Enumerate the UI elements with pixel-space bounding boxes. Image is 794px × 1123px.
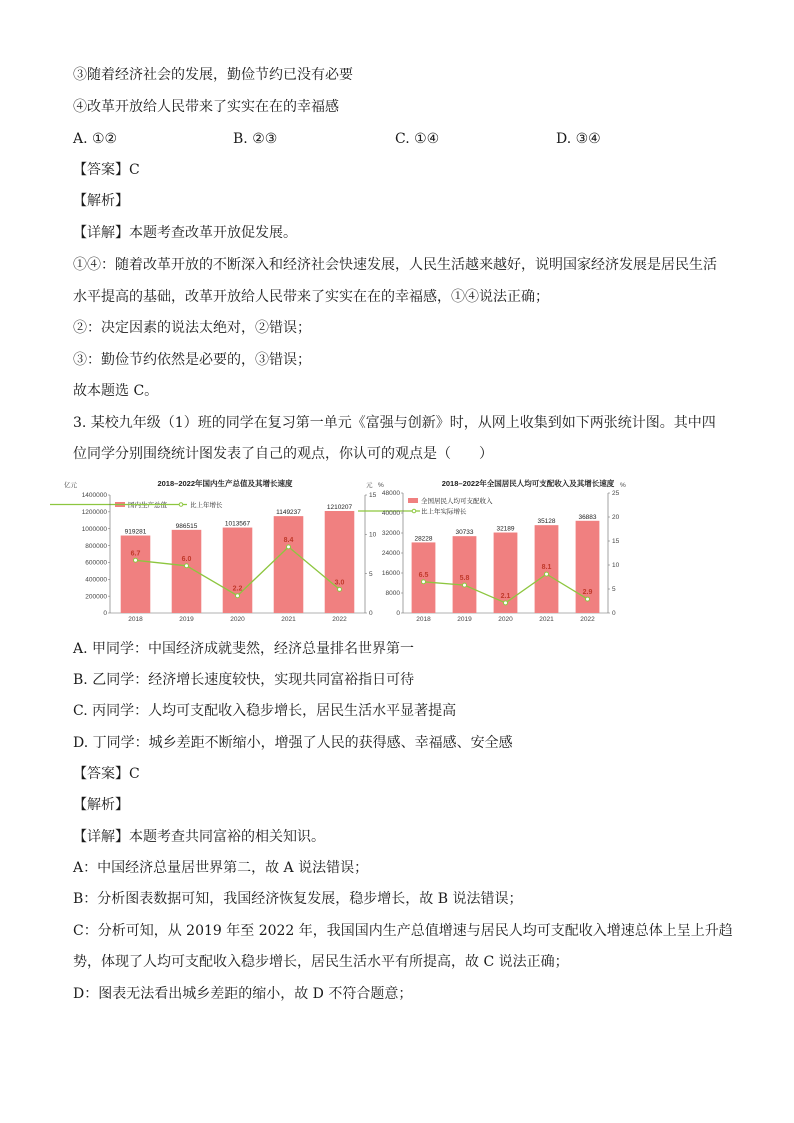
right-tick-label: 20 bbox=[612, 514, 620, 522]
gdp-chart bbox=[50, 475, 395, 625]
q3-stem-line-2: 位同学分别围绕统计图发表了自己的观点，你认可的观点是（ ） bbox=[73, 446, 493, 462]
q2-choice-d: D. ③④ bbox=[556, 131, 601, 147]
left-tick-label: 1400000 bbox=[81, 492, 107, 500]
left-tick-label: 48000 bbox=[381, 490, 400, 498]
growth-point bbox=[236, 594, 240, 598]
q2-explanation-1a: ①④：随着改革开放的不断深入和经济社会快速发展，人民生活越来越好，说明国家经济发展是居民生活 bbox=[73, 257, 717, 273]
q2-analysis-heading: 【解析】 bbox=[73, 193, 129, 209]
bar bbox=[274, 516, 304, 613]
q3-explanation-a: A：中国经济总量居世界第二，故 A 说法错误； bbox=[73, 860, 369, 876]
bar-value-label: 35128 bbox=[537, 518, 556, 526]
growth-value-label: 2.9 bbox=[582, 589, 593, 597]
q2-choice-c: C. ①④ bbox=[395, 131, 440, 147]
q3-explanation-c-1: C：分析可知，从 2019 年至 2022 年，我国国内生产总值增速与居民人均可支配收入增速总体上呈上升趋 bbox=[73, 923, 733, 939]
growth-point bbox=[504, 601, 508, 605]
left-tick-label: 400000 bbox=[85, 576, 107, 584]
legend-line-label: 比上年增长 bbox=[190, 502, 223, 509]
growth-value-label: 8.1 bbox=[541, 564, 552, 572]
growth-point bbox=[338, 587, 342, 591]
q2-conclusion: 故本题选 C。 bbox=[73, 383, 159, 399]
growth-point bbox=[287, 545, 291, 549]
right-tick-label: 5 bbox=[369, 570, 373, 578]
left-tick-label: 1200000 bbox=[81, 509, 107, 517]
income-chart-svg bbox=[358, 475, 703, 625]
growth-value-label: 6.7 bbox=[130, 550, 141, 558]
left-tick-label: 200000 bbox=[85, 593, 107, 601]
legend-bar-label: 全国居民人均可支配收入 bbox=[421, 498, 493, 505]
category-label: 2018 bbox=[416, 616, 431, 623]
growth-point bbox=[134, 558, 138, 562]
income-chart-legend bbox=[358, 496, 493, 516]
left-tick-label: 800000 bbox=[85, 542, 107, 550]
legend-bar-label: 国内生产总值 bbox=[128, 502, 167, 509]
left-tick-label: 16000 bbox=[381, 570, 400, 578]
growth-point bbox=[545, 572, 549, 576]
bar-value-label: 30733 bbox=[455, 529, 474, 537]
left-tick-label: 32000 bbox=[381, 530, 400, 538]
category-label: 2022 bbox=[332, 616, 347, 623]
bar bbox=[223, 528, 253, 613]
bar bbox=[121, 536, 151, 613]
category-label: 2020 bbox=[230, 616, 245, 623]
category-label: 2022 bbox=[580, 616, 595, 623]
bar-value-label: 919281 bbox=[124, 528, 147, 536]
left-tick-label: 600000 bbox=[85, 559, 107, 567]
growth-value-label: 5.8 bbox=[459, 575, 470, 583]
category-label: 2018 bbox=[128, 616, 143, 623]
bar-value-label: 986515 bbox=[175, 522, 198, 530]
gdp-chart-title: 2018–2022年国内生产总值及其增长速度 bbox=[157, 479, 293, 488]
q3-choice-a: A. 甲同学：中国经济成就斐然，经济总量排名世界第一 bbox=[73, 641, 415, 657]
q3-choice-c: C. 丙同学：人均可支配收入稳步增长，居民生活水平显著提高 bbox=[73, 703, 457, 719]
bar-value-label: 36883 bbox=[578, 513, 597, 521]
growth-value-label: 2.1 bbox=[500, 592, 511, 600]
growth-point bbox=[422, 580, 426, 584]
income-chart-title: 2018–2022年全国居民人均可支配收入及其增长速度 bbox=[441, 479, 615, 488]
left-tick-label: 0 bbox=[103, 610, 107, 618]
legend-line-marker bbox=[412, 509, 416, 513]
bar-value-label: 1210207 bbox=[326, 503, 353, 511]
category-label: 2021 bbox=[539, 616, 554, 623]
q2-detail: 【详解】本题考查改革开放促发展。 bbox=[73, 225, 297, 241]
option-4: ④改革开放给人民带来了实实在在的幸福感 bbox=[73, 99, 339, 115]
bar-value-label: 1013567 bbox=[224, 520, 251, 528]
right-tick-label: 15 bbox=[612, 538, 620, 546]
right-tick-label: 10 bbox=[369, 531, 377, 539]
right-tick-label: 5 bbox=[612, 586, 616, 594]
gdp-chart-right-unit: % bbox=[378, 482, 384, 489]
growth-value-label: 6.5 bbox=[418, 571, 429, 579]
category-label: 2019 bbox=[179, 616, 194, 623]
bar-value-label: 1149237 bbox=[276, 509, 301, 517]
q3-explanation-d: D：图表无法看出城乡差距的缩小，故 D 不符合题意； bbox=[73, 986, 413, 1002]
left-tick-label: 40000 bbox=[381, 510, 400, 518]
category-label: 2019 bbox=[457, 616, 472, 623]
left-tick-label: 1000000 bbox=[81, 525, 107, 533]
bar-value-label: 28228 bbox=[414, 535, 433, 543]
legend-bar-swatch bbox=[408, 498, 418, 503]
income-chart-left-unit: 元 bbox=[366, 482, 373, 489]
left-tick-label: 8000 bbox=[385, 590, 400, 598]
right-tick-label: 25 bbox=[612, 490, 620, 498]
growth-point bbox=[463, 583, 467, 587]
q3-choice-b: B. 乙同学：经济增长速度较快，实现共同富裕指日可待 bbox=[73, 672, 415, 688]
bar bbox=[325, 511, 355, 613]
right-tick-label: 0 bbox=[612, 610, 616, 618]
bar-value-label: 32189 bbox=[496, 525, 515, 533]
growth-value-label: 3.0 bbox=[334, 579, 345, 587]
growth-value-label: 6.0 bbox=[181, 555, 192, 563]
q2-choice-a: A. ①② bbox=[73, 131, 118, 147]
q3-choice-d: D. 丁同学：城乡差距不断缩小，增强了人民的获得感、幸福感、安全感 bbox=[73, 735, 513, 751]
q3-analysis-heading: 【解析】 bbox=[73, 797, 129, 813]
left-tick-label: 24000 bbox=[381, 550, 400, 558]
legend-line-label: 比上年实际增长 bbox=[421, 508, 467, 516]
income-chart bbox=[358, 475, 703, 625]
q2-explanation-2: ②：决定因素的说法太绝对，②错误； bbox=[73, 320, 311, 336]
q3-answer: 【答案】C bbox=[73, 766, 140, 782]
q3-explanation-b: B：分析图表数据可知，我国经济恢复发展，稳步增长，故 B 说法错误； bbox=[73, 891, 523, 907]
right-tick-label: 15 bbox=[369, 492, 377, 500]
category-label: 2020 bbox=[498, 616, 513, 623]
growth-value-label: 8.4 bbox=[283, 536, 294, 544]
option-3: ③随着经济社会的发展，勤俭节约已没有必要 bbox=[73, 67, 353, 83]
q2-answer: 【答案】C bbox=[73, 162, 140, 178]
growth-point bbox=[586, 597, 590, 601]
right-tick-label: 10 bbox=[612, 562, 620, 570]
income-chart-right-unit: % bbox=[620, 482, 626, 489]
gdp-chart-legend bbox=[50, 500, 223, 509]
gdp-chart-left-unit: 亿元 bbox=[64, 482, 77, 489]
q3-explanation-c-2: 势，体现了人均可支配收入稳步增长，居民生活水平有所提高，故 C 说法正确； bbox=[73, 954, 569, 970]
gdp-chart-svg bbox=[50, 475, 395, 625]
right-tick-label: 0 bbox=[369, 610, 373, 618]
growth-value-label: 2.2 bbox=[232, 585, 243, 593]
legend-line-marker bbox=[179, 503, 183, 507]
q2-choice-b: B. ②③ bbox=[233, 131, 278, 147]
growth-point bbox=[185, 564, 189, 568]
q3-detail: 【详解】本题考查共同富裕的相关知识。 bbox=[73, 829, 325, 845]
q3-stem-line-1: 3. 某校九年级（1）班的同学在复习第一单元《富强与创新》时，从网上收集到如下两张统计图。其中四 bbox=[73, 415, 716, 431]
q2-explanation-3: ③：勤俭节约依然是必要的，③错误； bbox=[73, 352, 311, 368]
left-tick-label: 0 bbox=[396, 610, 400, 618]
q2-explanation-1b: 水平提高的基础，改革开放给人民带来了实实在在的幸福感，①④说法正确； bbox=[73, 289, 549, 305]
category-label: 2021 bbox=[281, 616, 296, 623]
